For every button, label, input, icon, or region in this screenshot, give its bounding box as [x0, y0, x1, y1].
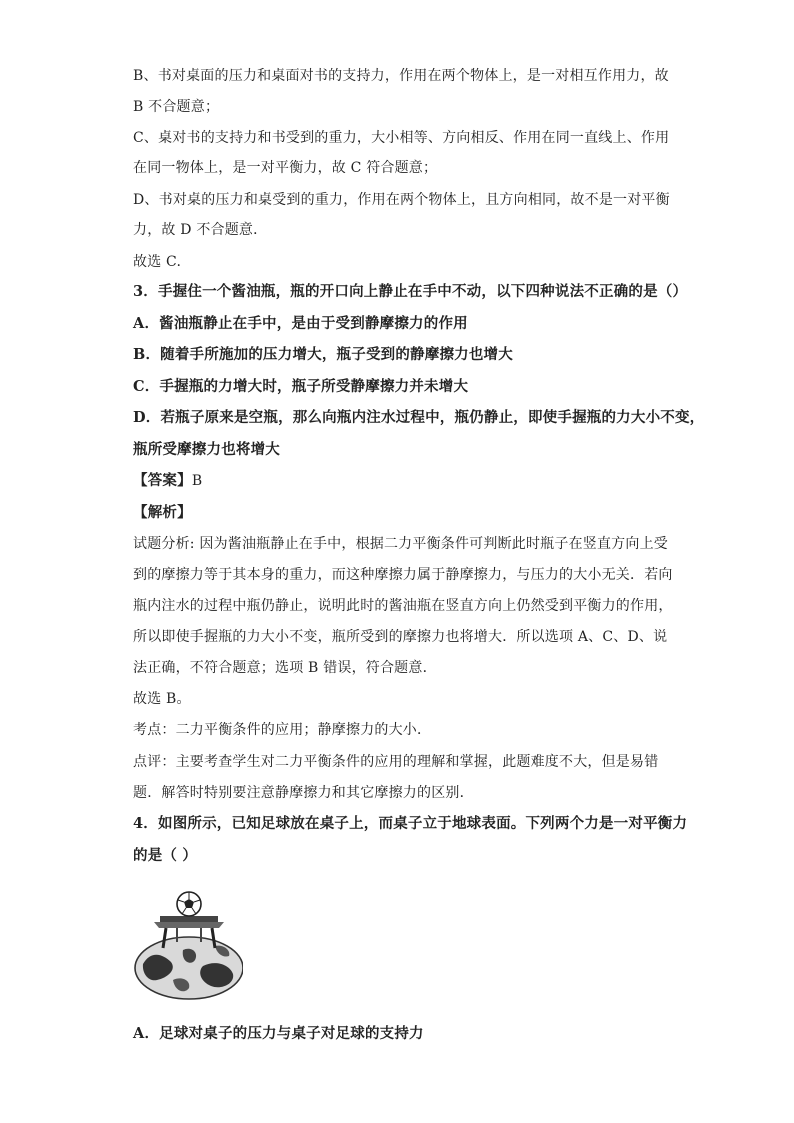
q3-analysis-line1: 试题分析: 因为酱油瓶静止在手中，根据二力平衡条件可判断此时瓶子在竖直方向上受	[133, 536, 668, 552]
q3-analysis-label: 【解析】	[133, 504, 192, 521]
q3-analysis-line4: 所以即使手握瓶的力大小不变，瓶所受到的摩擦力也将增大．所以选项 A、C、D、说	[133, 629, 668, 645]
q4-option-a: A．足球对桌子的压力与桌子对足球的支持力	[133, 1025, 424, 1042]
q3-option-b: B．随着手所施加的压力增大，瓶子受到的静摩擦力也增大	[133, 346, 513, 363]
q2-explanation-d-line2: 力，故 D 不合题意．	[133, 222, 268, 238]
q3-analysis-line3: 瓶内注水的过程中瓶仍静止，说明此时的酱油瓶在竖直方向上仍然受到平衡力的作用，	[133, 598, 673, 614]
football-table-earth-illustration	[133, 880, 243, 1000]
q4-stem-line1: 4．如图所示，已知足球放在桌子上，而桌子立于地球表面。下列两个力是一对平衡力	[133, 815, 688, 832]
q2-explanation-c-line1: C、桌对书的支持力和书受到的重力，大小相等、方向相反、作用在同一直线上、作用	[133, 130, 670, 146]
q3-option-c: C．手握瓶的力增大时，瓶子所受静摩擦力并未增大	[133, 378, 469, 395]
q2-explanation-c-line2: 在同一物体上，是一对平衡力，故 C 符合题意；	[133, 160, 438, 176]
q3-kaodian: 考点：二力平衡条件的应用；静摩擦力的大小．	[133, 722, 432, 738]
answer-label: 【答案】	[133, 472, 192, 489]
q3-dianping-line2: 题．解答时特别要注意静摩擦力和其它摩擦力的区别．	[133, 785, 474, 801]
q3-choice: 故选 B。	[133, 691, 191, 707]
q4-stem-line2: 的是（ ）	[133, 847, 198, 864]
q3-analysis-line5: 法正确，不符合题意；选项 B 错误，符合题意．	[133, 660, 437, 676]
q3-dianping-line1: 点评：主要考查学生对二力平衡条件的应用的理解和掌握，此题难度不大，但是易错	[133, 754, 659, 770]
q3-analysis-line2: 到的摩擦力等于其本身的重力，而这种摩擦力属于静摩擦力，与压力的大小无关．若向	[133, 567, 673, 583]
q2-choice: 故选 C.	[133, 254, 182, 270]
q2-explanation-b-line2: B 不合题意；	[133, 99, 220, 115]
q3-option-a: A．酱油瓶静止在手中，是由于受到静摩擦力的作用	[133, 315, 468, 332]
q3-answer	[133, 471, 202, 491]
answer-value: B	[191, 473, 203, 489]
q3-option-d-line2: 瓶所受摩擦力也将增大	[133, 441, 280, 458]
q2-explanation-d-line1: D、书对桌的压力和桌受到的重力，作用在两个物体上，且方向相同，故不是一对平衡	[133, 192, 670, 208]
q3-stem: 3．手握住一个酱油瓶，瓶的开口向上静止在手中不动，以下四种说法不正确的是（）	[133, 283, 688, 300]
q2-explanation-b-line1: B、书对桌面的压力和桌面对书的支持力，作用在两个物体上，是一对相互作用力，故	[133, 68, 669, 84]
q3-option-d-line1: D．若瓶子原来是空瓶，那么向瓶内注水过程中，瓶仍静止，即使手握瓶的力大小不变，	[133, 409, 705, 426]
